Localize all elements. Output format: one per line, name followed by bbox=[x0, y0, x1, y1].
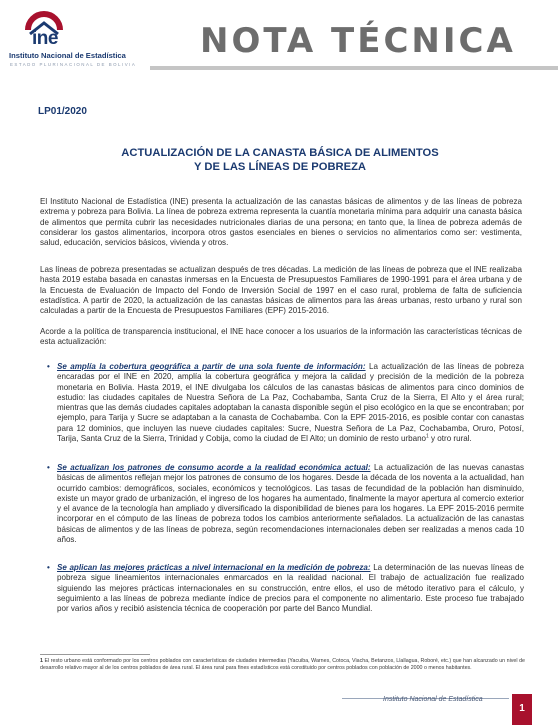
footnote-ref[interactable]: 1 bbox=[426, 433, 429, 440]
page-number: 1 bbox=[512, 694, 532, 725]
footnote-number: 1 bbox=[40, 658, 43, 664]
ine-logo bbox=[0, 4, 150, 80]
bullet-text: La determinación de las nuevas líneas de pobreza sigue lineamientos internacionales enmarcados en la realidad nacional. El trabajo de actualización fue realizado siguiendo las mejores prácticas internacionales en su construcción, entre ellos, el uso de método iterativo para el cálculo, y seguimiento a las líneas de pobreza mediante índice de precios para el componente no alimentario. Este proceso fue trabajado por varios años y recibió asistencia técnica de cooperación por parte del Banco Mundial. bbox=[57, 563, 524, 614]
bullet-lead: Se amplía la cobertura geográfica a partir de una sola fuente de información: bbox=[57, 362, 366, 371]
header-divider bbox=[150, 66, 558, 70]
bullet-lead: Se actualizan los patrones de consumo acorde a la realidad económica actual: bbox=[57, 463, 371, 472]
bullet-icon: • bbox=[47, 463, 50, 472]
transparency-paragraph: Acorde a la política de transparencia institucional, el INE hace conocer a los usuarios de la información las características técnicas de esta actualización: bbox=[40, 327, 522, 347]
footnote-text: El resto urbano está conformado por los centros poblados con características de ciudades intermedias (Yacuiba, Warnes, Cotoca, Viacha, Betanzos, Llallagua, Roboré, etc.) que han alcanzado un nivel de desarrollo relativo mayor al de los centros poblados de área rural. El área rural para fines estadísticos está constituido por centros poblados con población de 2000 o menos habitantes. bbox=[40, 658, 525, 671]
footnote-divider bbox=[40, 654, 150, 655]
intro-paragraph: El Instituto Nacional de Estadística (INE) presenta la actualización de las canastas básicas de alimentos y de las líneas de pobreza extrema y pobreza para Bolivia. La línea de pobreza extrema representa la cuantía monetaria mínima para adquirir una canasta básica de alimentos que permita cubrir las necesidades nutricionales diarias de una persona; en tanto que, la línea de pobreza además de considerar los gastos alimentarios, incorpora otros gastos esenciales en bienes o servicios no alimentarios como ser: vestimenta, salud, educación, servicios básicos, vivienda y otros. bbox=[40, 197, 522, 248]
bullet-text-tail: y otro rural. bbox=[428, 434, 472, 444]
document-code: LP01/2020 bbox=[38, 106, 87, 117]
title-line-1: ACTUALIZACIÓN DE LA CANASTA BÁSICA DE ALIMENTOS bbox=[121, 147, 439, 159]
state-name: ESTADO PLURINACIONAL DE BOLIVIA bbox=[10, 62, 137, 67]
institution-name: Instituto Nacional de Estadística bbox=[9, 51, 126, 60]
header-title: NOTA TÉCNICA bbox=[200, 21, 516, 61]
bullet-text: La actualización de las nuevas canastas básicas de alimentos reflejan mejor los patrones de consumo de los hogares. Desde la década de los noventa a la actualidad, han ocurrido cambios: demográficos, sociales, económicos y tecnológicos. Las tasas de fecundidad de la población han disminuido, existe un mayor grado de urbanización, el ingreso de los hogares ha aumentado, finalmente la mayor apertura al comercio exterior y el avance de la tecnología han ampliado y diversificado la disponibilidad de bienes para los hogares. La EPF 2015-2016 permite incorporar en el cómputo de las líneas de pobreza todos los cambios anteriormente señalados. La actualización de las canastas básicas de alimentos y de las líneas de pobreza, según recomendaciones internacionales deben ser realizadas a menos cada 10 años. bbox=[57, 463, 524, 545]
bullet-consumption bbox=[47, 463, 524, 545]
bullet-text: La actualización de las líneas de pobreza encaradas por el INE en 2020, amplía la cobertura geográfica y mejora la calidad y precisión de la medición de la pobreza monetaria en Bolivia. Hasta 2019, el INE divulgaba los cálculos de las canastas básicas de alimentos para cinco dominios de estudio: las ciudades capitales de Nuestra Señora de La Paz, Cochabamba, Santa Cruz de la Sierra, El Alto y el área rural; mientras que las demás ciudades capitales adoptaban la canasta disponible según el piso ecológico en la que se encontraban; por ejemplo, para Tarija y Sucre se adaptaban a la canasta de Cochabamba. Con la EPF 2015-2016, es posible contar con canastas para 12 dominios, que incluyen las nueve ciudades capitales: Sucre, Nuestra Señora de La Paz, Cochabamba, Oruro, Potosí, Tarija, Santa Cruz de la Sierra, Trinidad y Cobija, como la ciudad de El Alto; un dominio de resto urbano bbox=[57, 362, 524, 444]
bullet-icon: • bbox=[47, 362, 50, 371]
bullet-coverage bbox=[47, 362, 524, 444]
bullet-icon: • bbox=[47, 563, 50, 572]
document-title bbox=[60, 146, 500, 174]
footer-institution: Instituto Nacional de Estadística bbox=[383, 696, 483, 703]
logo-acronym: ine bbox=[32, 28, 58, 49]
footnote bbox=[40, 658, 525, 671]
title-line-2: Y DE LAS LÍNEAS DE POBREZA bbox=[194, 161, 366, 173]
page-header bbox=[0, 0, 558, 84]
bullet-lead: Se aplican las mejores prácticas a nivel internacional en la medición de pobreza: bbox=[57, 563, 371, 572]
bullet-practices bbox=[47, 563, 524, 614]
update-paragraph: Las líneas de pobreza presentadas se actualizan después de tres décadas. La medición de las líneas de pobreza que el INE realizaba hasta 2019 estaba basada en canastas inmersas en la Encuesta de Presupuestos Familiares de 1990-1991 para el área urbana y de la Encuesta de Evaluación de Impacto del Fondo de Inversión Social de 1997 en el caso rural, problema de falta de suficiencia estadística. A partir de 2020, la actualización de las canastas básicas de alimentos para las áreas urbanas, resto urbano y rural son calculadas a partir de la Encuesta de Presupuestos Familiares (EPF) 2015-2016. bbox=[40, 265, 522, 316]
